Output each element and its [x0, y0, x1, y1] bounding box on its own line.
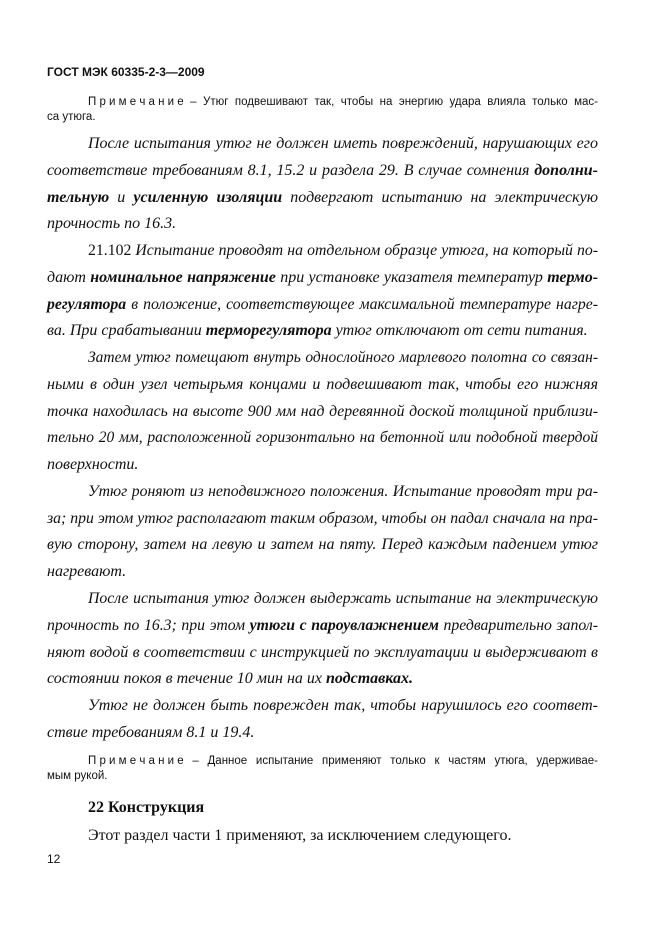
text-run: подвергают испытанию на электрическую: [282, 188, 599, 206]
text-run: ствие требованиям 8.1 и 19.4.: [47, 723, 255, 741]
bold-term: терморегулятора: [205, 322, 332, 340]
body-line: [47, 158, 598, 185]
body-line: [47, 720, 598, 747]
paragraph: [47, 131, 598, 238]
bold-term: подставках.: [325, 670, 414, 688]
text-run: ными в один узел четырьмя концами и подвешивают так, чтобы его нижняя: [47, 375, 598, 393]
text-run: – Утюг подвешивают так, чтобы на энергию удара влияла только мас-: [183, 96, 598, 108]
clause-number: 21.102: [88, 242, 132, 260]
paragraph: [47, 238, 598, 345]
bold-term: утюги с пароувлажнением: [249, 616, 439, 634]
text-run: предварительно запол-: [438, 616, 598, 634]
text-run: соответствие требованиям 8.1, 15.2 и раздела 29. В случае сомнения: [47, 161, 535, 179]
note-label: П р и м е ч а н и е: [88, 755, 184, 767]
bold-term: номинальное напряжение: [90, 268, 276, 286]
body-line: [47, 185, 598, 212]
text-run: прочность по 16.3.: [47, 215, 177, 233]
text-run: состоянии покоя в течение 10 мин на их: [47, 670, 326, 688]
body-line: [47, 372, 598, 399]
text-run: дают: [47, 268, 91, 286]
body-line: [47, 131, 598, 158]
text-run: – Данное испытание применяют только к частям утюга, удерживае-: [183, 755, 598, 767]
bold-term: усиленную изоляции: [133, 188, 283, 206]
paragraph: [47, 586, 598, 693]
page-number: 12: [47, 852, 61, 866]
text-run: тельно 20 мм, расположенной горизонтально на бетонной или подобной твердой: [47, 429, 598, 447]
body-line: [47, 693, 598, 720]
paragraph: [47, 693, 598, 747]
paragraph: [47, 479, 598, 586]
bold-term: термо-: [547, 268, 599, 286]
body-line: [47, 238, 598, 265]
text-run: при установке указателя температур: [275, 268, 548, 286]
bold-term: регулятора: [47, 295, 127, 313]
note-line: [47, 769, 598, 784]
body-line: [47, 479, 598, 506]
body-line: [47, 640, 598, 667]
text-run: мым рукой.: [47, 770, 108, 782]
text-run: и: [109, 188, 134, 206]
body-line: [47, 666, 598, 693]
text-run: прочность по 16.3; при этом: [47, 616, 250, 634]
note-line: [47, 95, 598, 110]
body-line: [47, 292, 598, 319]
text-run: няют водой в соответствии с инструкцией по эксплуатации и выдерживают в: [47, 643, 598, 661]
text-run: вую сторону, затем на левую и затем на пяту. Перед каждым падением утюг: [47, 536, 598, 554]
body-line: [47, 265, 598, 292]
body-line: [47, 559, 598, 586]
note-line: [47, 754, 598, 769]
text-run: в положение, соответствующее максимальной температуре нагре-: [126, 295, 598, 313]
text-run: Утюг роняют из неподвижного положения. Испытание проводят три ра-: [88, 482, 598, 500]
paragraph: [47, 345, 598, 479]
text-run: Испытание проводят на отдельном образце утюга, на который по-: [131, 242, 598, 260]
body-line: [47, 613, 598, 640]
text-run: Затем утюг помещают внутрь однослойного марлевого полотна со связан-: [88, 349, 598, 367]
body-line: [47, 399, 598, 426]
body-line: [47, 345, 598, 372]
text-run: за; при этом утюг располагают таким образом, чтобы он падал сначала на пра-: [47, 509, 598, 527]
text-run: нагревают.: [47, 563, 127, 581]
text-run: точка находилась на высоте 900 мм над деревянной доской толщиной приблизи-: [47, 402, 598, 420]
body-line: [47, 211, 598, 238]
text-run: После испытания утюг должен выдержать испытание на электрическую: [88, 590, 598, 608]
text-run: После испытания утюг не должен иметь повреждений, нарушающих его: [88, 135, 598, 152]
section-intro: Этот раздел части 1 применяют, за исключением следующего.: [88, 827, 512, 844]
standard-code-header: ГОСТ МЭК 60335-2-3—2009: [47, 65, 205, 79]
body-line: [47, 506, 598, 533]
note-line: [47, 110, 598, 125]
note-2: [47, 754, 598, 784]
text-run: Утюг не должен быть поврежден так, чтобы нарушилось его соответ-: [88, 697, 598, 715]
body-line: [47, 452, 598, 479]
text-run: са утюга.: [47, 111, 96, 123]
bold-term: дополни-: [534, 161, 598, 179]
note-1: [47, 95, 598, 125]
bold-term: тельную: [47, 188, 110, 206]
note-label: П р и м е ч а н и е: [88, 96, 184, 108]
section-heading: 22 Конструкция: [88, 799, 205, 816]
body-line: [47, 425, 598, 452]
body-line: [47, 586, 598, 613]
body-text: [47, 131, 598, 747]
text-run: поверхности.: [47, 456, 139, 474]
body-line: [47, 318, 598, 345]
text-run: утюг отключают от сети питания.: [331, 322, 588, 340]
body-line: [47, 532, 598, 559]
text-run: ва. При срабатывании: [47, 322, 206, 340]
